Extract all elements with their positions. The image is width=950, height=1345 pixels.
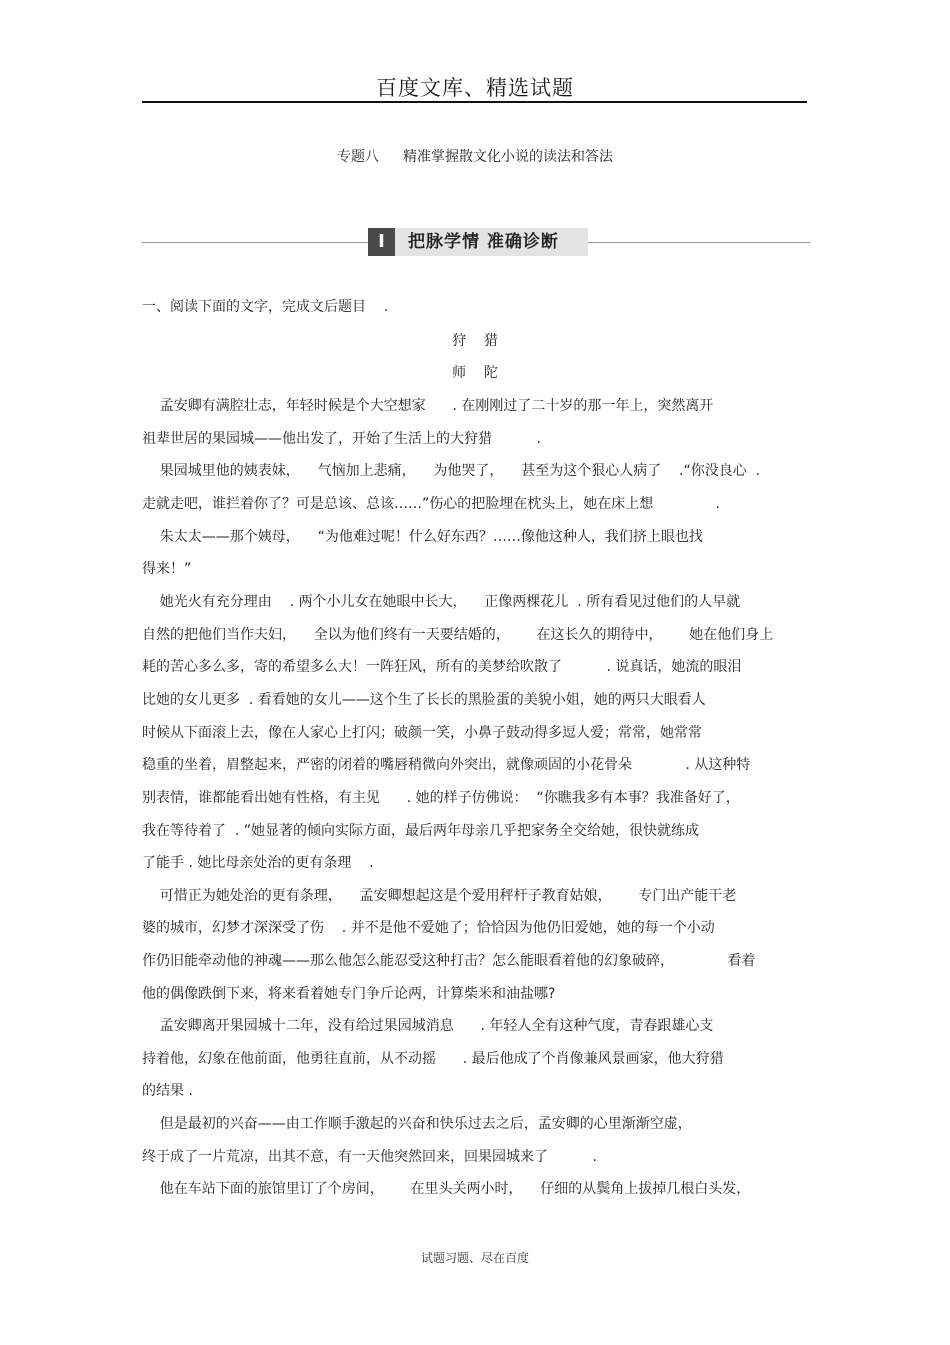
body-line: 耗的苦心多么多，寄的希望多么大！一阵狂风，所有的美梦给吹散了 . 说真话，她流的眼泪	[142, 659, 742, 675]
body-line: 了能手 . 她比母亲处治的更有条理 .	[142, 855, 374, 871]
story-title: 狩 猎	[452, 333, 498, 349]
body-line: 孟安卿离开果园城十二年，没有给过果园城消息 . 年轻人全有这种气度，青春跟雄心支	[142, 1018, 714, 1034]
body-line: 婆的城市，幻梦才深深受了伤 . 并不是他不爱她了；恰恰因为他仍旧爱她，她的每一个小动	[142, 920, 715, 936]
body-line: 我在等待着了 . ”她显著的倾向实际方面，最后两年母亲几乎把家务全交给她，很快就练成	[142, 823, 700, 839]
body-line: 别表情，谁都能看出她有性格，有主见 . 她的样子仿佛说： “你瞧我多有本事？我准备好了，	[142, 790, 740, 806]
header-divider	[142, 101, 807, 103]
body-line: 果园城里他的姨表妹， 气恼加上悲痛， 为他哭了， 甚至为这个狠心人病了 .“你没良心 .	[142, 463, 761, 479]
body-line: 他的偶像跌倒下来，将来看着她专门争斤论两，计算柴米和油盐哪?	[142, 986, 556, 1002]
body-line: 得来！”	[142, 561, 192, 577]
page-footer: 试题习题、尽在百度	[420, 1251, 529, 1265]
body-line: 孟安卿有满腔壮志，年轻时候是个大空想家 . 在刚刚过了二十岁的那一年上，突然离开	[142, 398, 714, 414]
body-line: 作仍旧能牵动他的神魂——那么他怎么能忍受这种打击？怎么能眼看着他的幻象破碎， 看着	[142, 953, 756, 969]
body-line: 他在车站下面的旅馆里订了个房间， 在里头关两小时， 仔细的从鬓角上拔掉几根白头发，	[142, 1181, 751, 1197]
body-line: 但是最初的兴奋——由工作顺手激起的兴奋和快乐过去之后，孟安卿的心里渐渐空虚，	[142, 1116, 692, 1132]
page-header-title: 百度文库、精选试题	[376, 76, 574, 100]
topic-heading	[0, 146, 950, 166]
topic-label: 专题八	[337, 149, 379, 165]
section-band-right-rule	[588, 242, 810, 243]
body-line: 的结果 .	[142, 1083, 193, 1099]
body-line: 她光火有充分理由 . 两个小儿女在她眼中长大， 正像两棵花儿 . 所有看见过他们的人早就	[142, 594, 741, 610]
section-band-left-rule	[142, 242, 368, 243]
body-line: 终于成了一片荒凉，出其不意，有一天他突然回来，回果园城来了 .	[142, 1149, 597, 1165]
question-intro: 一、阅读下面的文字，完成文后题目 .	[142, 299, 389, 315]
body-line: 持着他，幻象在他前面，他勇往直前，从不动摇 . 最后他成了个肖像兼风景画家，他大狩猎	[142, 1051, 724, 1067]
body-line: 可惜正为她处治的更有条理， 孟安卿想起这是个爱用秤杆子教育姑娘， 专门出产能干老	[142, 888, 737, 904]
body-line: 自然的把他们当作夫妇， 全以为他们终有一天要结婚的， 在这长久的期待中， 她在他们身上	[142, 627, 774, 643]
story-author: 师 陀	[452, 365, 498, 381]
topic-title: 精准掌握散文化小说的读法和答法	[403, 149, 613, 165]
section-title: 把脉学情 准确诊断	[395, 228, 588, 256]
body-line: 时候从下面滚上去，像在人家心上打闪；破颜一笑，小鼻子鼓动得多逗人爱；常常，她常常	[142, 725, 702, 741]
body-line: 祖辈世居的果园城——他出发了，开始了生活上的大狩猎 .	[142, 431, 541, 447]
section-number-badge: I	[368, 228, 395, 256]
body-line: 走就走吧，谁拦着你了？可是总该、总该……”伤心的把脸埋在枕头上，她在床上想 .	[142, 496, 721, 512]
body-line: 比她的女儿更多 . 看看她的女儿——这个生了长长的黑脸蛋的美貌小姐，她的两只大眼看人	[142, 692, 706, 708]
body-line: 朱太太——那个姨母， “为他难过呢！什么好东西？……像他这种人，我们挤上眼也找	[142, 529, 703, 545]
body-line: 稳重的坐着，眉整起来，严密的闭着的嘴唇稍微向外突出，就像顽固的小花骨朵 . 从这种特	[142, 757, 751, 773]
